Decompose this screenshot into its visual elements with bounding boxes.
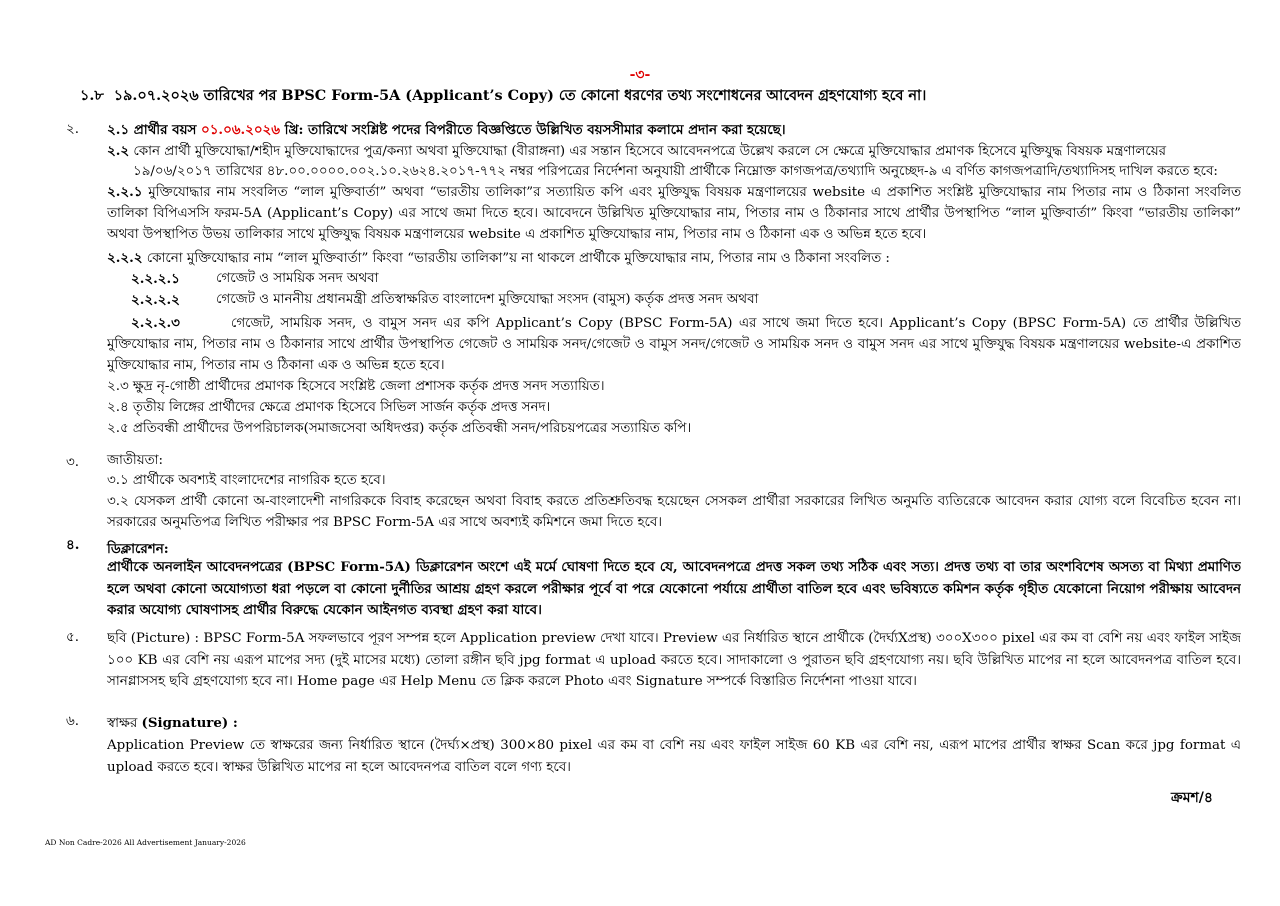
page-number: -৩-: [629, 67, 651, 83]
section-number: ২.: [66, 122, 79, 137]
paragraph-number: ২.২.২.৩: [131, 315, 180, 331]
declaration-text: প্রার্থীকে অনলাইন আবেদনপত্রের (BPSC Form-5A) ডিক্লারেশন অংশে এই মর্মে ঘোষণা দিতে হবে যে, আবেদনপত্রে প্রদত্ত সকল তথ্য সঠিক এবং সত্য। প্রদত্ত তথ্য বা তার অংশবিশেষ অসত্য বা মিথ্যা প্রমাণিত হলে অথবা কোনো অযোগ্যতা ধরা পড়লে বা কোনো দুর্নীতির আশ্রয় গ্রহণ করলে পরীক্ষার পূর্বে বা পরে যেকোনো পর্যায়ে প্রার্থীতা বাতিল হবে এবং ভবিষ্যতে কমিশন কর্তৃক গৃহীত যেকোনো নিয়োগ পরীক্ষায় আবেদন করার অযোগ্য ঘোষণাসহ প্রার্থীর বিরুদ্ধে যেকোন আইনগত ব্যবস্থা গ্রহণ করা যাবে।: [107, 559, 1241, 618]
section-text: ১৯.০৭.২০২৬ তারিখের পর BPSC Form-5A (Applicant’s Copy) তে কোনো ধরণের তথ্য সংশোধনের আবেদন গ্রহণযোগ্য হবে না।: [113, 87, 927, 104]
section-number: ৪.: [66, 537, 80, 553]
paragraph-2-2: [107, 141, 1241, 162]
paragraph-3-1: ৩.১ প্রার্থীকে অবশ্যই বাংলাদেশের নাগরিক হতে হবে।: [107, 473, 386, 488]
paragraph-text: খ্রি: তারিখে সংশ্লিষ্ট পদের বিপরীতে বিজ্ঞপ্তিতে উল্লিখিত বয়সসীমার কলামে প্রদান করা হয়েছে।: [284, 122, 786, 138]
paragraph-text: প্রার্থীর বয়স: [133, 122, 197, 138]
section-title: [107, 713, 238, 734]
paragraph-text: মুক্তিযোদ্ধার নাম সংবলিত “লাল মুক্তিবার্তা” অথবা “ভারতীয় তালিকা”র সত্যায়িত কপি এবং মুক্তিযুদ্ধ বিষয়ক মন্ত্রণালয়ের website এ প্রকাশিত সংশ্লিষ্ট মুক্তিযোদ্ধার নাম পিতার নাম ও ঠিকানা সংবলিত তালিকা বিপিএসসি ফরম-5A (Applicant’s Copy) এর সাথে জমা দিতে হবে। আবেদনে উল্লিখিত মুক্তিযোদ্ধার নাম, পিতার নাম ও ঠিকানার সাথে প্রার্থীর উপস্থাপিত “লাল মুক্তিবার্তা” কিংবা “ভারতীয় তালিকা” অথবা উপস্থাপিত উভয় তালিকার সাথে মুক্তিযুদ্ধ বিষয়ক মন্ত্রণালয়ের website এ প্রকাশিত মুক্তিযোদ্ধার নাম, পিতার নাম ও ঠিকানা এক ও অভিন্ন হতে হবে।: [107, 185, 1241, 242]
paragraph-2-2-2-1: গেজেট ও সাময়িক সনদ অথবা: [216, 271, 379, 286]
section-number: ৫.: [66, 630, 79, 645]
paragraph-2-2-2-3: [107, 313, 1241, 377]
paragraph-2-4: ২.৪ তৃতীয় লিঙ্গের প্রার্থীদের ক্ষেত্রে প্রমাণক হিসেবে সিভিল সার্জন কর্তৃক প্রদত্ত সনদ।: [107, 400, 551, 415]
paragraph-text: কোনো মুক্তিযোদ্ধার নাম “লাল মুক্তিবার্তা” কিংবা “ভারতীয় তালিকা”য় না থাকলে প্রার্থীকে মুক্তিযোদ্ধার নাম, পিতার নাম ও ঠিকানা সংবলিত :: [146, 251, 890, 266]
paragraph-text: কোন প্রার্থী মুক্তিযোদ্ধা/শহীদ মুক্তিযোদ্ধাদের পুত্র/কন্যা অথবা মুক্তিযোদ্ধা (বীরাঙ্গনা) এর সন্তান হিসেবে আবেদনপত্রে উল্লেখ করলে সে ক্ষেত্রে মুক্তিযোদ্ধার প্রমাণক হিসেবে মুক্তিযুদ্ধ বিষয়ক মন্ত্রণালয়ের: [133, 144, 1166, 159]
paragraph-3-2: ৩.২ যেসকল প্রার্থী কোনো অ-বাংলাদেশী নাগরিককে বিবাহ করেছেন অথবা বিবাহ করতে প্রতিশ্রুতিবদ্ধ হয়েছেন সেসকল প্রার্থীরা সরকারের লিখিত অনুমতি ব্যতিরেকে আবেদন করার যোগ্য বলে বিবেচিত হবেন না। সরকারের অনুমতিপত্র লিখিত পরীক্ষার পর BPSC Form-5A এর সাথে অবশ্যই কমিশনে জমা দিতে হবে।: [107, 494, 1241, 530]
section-title: জাতীয়তা:: [107, 453, 164, 468]
paragraph-number: ২.২.২: [107, 250, 143, 266]
paragraph-number: ২.২.২.২: [131, 292, 180, 308]
paragraph-number: ২.২: [107, 143, 130, 159]
paragraph-2-2-1: [107, 182, 1241, 244]
paragraph-2-2-2: [107, 248, 1241, 269]
continued-marker: ক্রমশ/৪: [1171, 790, 1213, 806]
paragraph-2-5: ২.৫ প্রতিবন্ধী প্রার্থীদের উপপরিচালক(সমাজসেবা অধিদপ্তর) কর্তৃক প্রতিবন্ধী সনদ/পরিচয়পত্রের সত্যায়িত কপি।: [107, 421, 692, 436]
picture-instructions: ছবি (Picture) : BPSC Form-5A সফলভাবে পূরণ সম্পন্ন হলে Application preview দেখা যাবে। Preview এর নির্ধারিত স্থানে প্রার্থীকে (দৈর্ঘ্যXপ্রস্থ) ৩০০X৩০০ pixel এর কম বা বেশি নয় এবং ফাইল সাইজ ১০০ KB এর বেশি নয় এরূপ মাপের সদ্য (দুই মাসের মধ্যে) তোলা রঙ্গীন ছবি jpg format এ upload করতে হবে। সাদাকালো ও পুরাতন ছবি গ্রহণযোগ্য নয়। ছবি উল্লিখিত মাপের না হলে আবেদনপত্র বাতিল হবে। সানগ্লাসসহ ছবি গ্রহণযোগ্য হবে না। Home page এর Help Menu তে ক্লিক করলে Photo এবং Signature সম্পর্কে বিস্তারিত নির্দেশনা পাওয়া যাবে।: [107, 631, 1241, 689]
paragraph-2-1: [107, 120, 786, 140]
section-title-text: স্বাক্ষর: [107, 716, 138, 731]
highlight-date: ০১.০৬.২০২৬: [201, 122, 280, 138]
section-number: ৩.: [66, 455, 79, 470]
section-title-text: (Signature) :: [141, 715, 238, 731]
section-1-8: [80, 86, 926, 106]
paragraph-number: ২.১: [107, 122, 130, 138]
footer-text: AD Non Cadre-2026 All Advertisement January-2026: [45, 838, 246, 847]
paragraph-2-2-continued: ১৯/০৬/২০১৭ তারিখের ৪৮.০০.০০০০.০০২.১০.২৬২৪.২০১৭-৭৭২ নম্বর পরিপত্রের নির্দেশনা অনুযায়ী প্রার্থীকে নিম্নোক্ত কাগজপত্র/তথ্যাদি অনুচ্ছেদ-৯ এ বর্ণিত কাগজপত্রাদি/তথ্যাদিসহ দাখিল করতে হবে:: [133, 164, 1218, 179]
section-title: ডিক্লারেশন:: [107, 541, 169, 557]
section-number: ৬.: [66, 714, 79, 729]
section-number: ১.৮: [80, 87, 104, 104]
paragraph-number: ২.২.২.১: [131, 271, 180, 287]
paragraph-text: গেজেট, সাময়িক সনদ, ও বামুস সনদ এর কপি Applicant’s Copy (BPSC Form-5A) এর সাথে জমা দিতে হবে। Applicant’s Copy (BPSC Form-5A) তে প্রার্থীর উল্লিখিত মুক্তিযোদ্ধার নাম, পিতার নাম ও ঠিকানার সাথে প্রার্থীর উপস্থাপিত গেজেট ও সাময়িক সনদ/গেজেট ও বামুস সনদ/গেজেট ও সাময়িক সনদ ও বামুস সনদ এর সাথে মুক্তিযুদ্ধ বিষয়ক মন্ত্রণালয়ের website-এ প্রকাশিত মুক্তিযোদ্ধার নাম, পিতার নাম ও ঠিকানা এক ও অভিন্ন হতে হবে।: [107, 316, 1241, 373]
paragraph-2-3: ২.৩ ক্ষুদ্র নৃ-গোষ্ঠী প্রার্থীদের প্রমাণক হিসেবে সংশ্লিষ্ট জেলা প্রশাসক কর্তৃক প্রদত্ত সনদ সত্যায়িত।: [107, 379, 605, 394]
paragraph-2-2-2-2: গেজেট ও মাননীয় প্রধানমন্ত্রী প্রতিস্বাক্ষরিত বাংলাদেশ মুক্তিযোদ্ধা সংসদ (বামুস) কর্তৃক প্রদত্ত সনদ অথবা: [216, 292, 759, 307]
signature-instructions: Application Preview তে স্বাক্ষরের জন্য নির্ধারিত স্থানে (দৈর্ঘ্য×প্রস্থ) 300×80 pixel এর কম বা বেশি নয় এবং ফাইল সাইজ 60 KB এর বেশি নয়, এরূপ মাপের প্রার্থীর স্বাক্ষর Scan করে jpg format এ upload করতে হবে। স্বাক্ষর উল্লিখিত মাপের না হলে আবেদনপত্র বাতিল বলে গণ্য হবে।: [107, 738, 1241, 775]
paragraph-number: ২.২.১: [107, 184, 143, 200]
